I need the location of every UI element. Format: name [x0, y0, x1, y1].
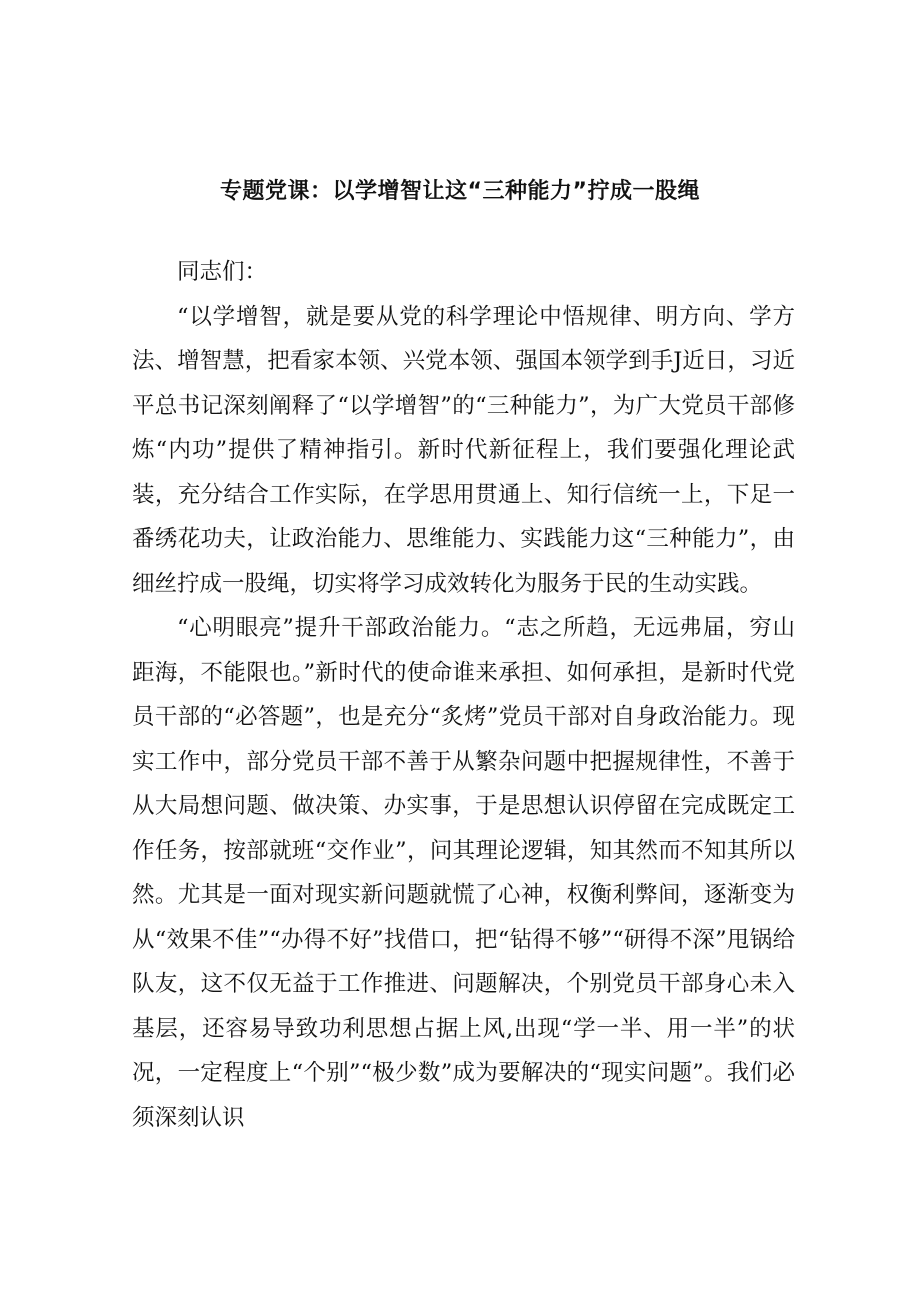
paragraph-political-ability: “心明眼亮”提升干部政治能力。“志之所趋，无远弗届，穷山距海，不能限也。”新时代的使命谁来承担、如何承担，是新时代党员干部的“必答题”，也是充分“炙烤”党员干部对自身政治能力。现实工作中，部分党员干部不善于从繁杂问题中把握规律性，不善于从大局想问题、做决策、办实事，于是思想认识停留在完成既定工作任务，按部就班“交作业”，问其理论逻辑，知其然而不知其所以然。尤其是一面对现实新问题就慌了心神，权衡利弊间，逐渐变为从“效果不佳”“办得不好”找借口，把“钻得不够”“研得不深”甩锅给队友，这不仅无益于工作推进、问题解决，个别党员干部身心未入基层，还容易导致功利思想占据上风,出现“学一半、用一半”的状况，一定程度上“个别”“极少数”成为要解决的“现实问题”。我们必须深刻认识 [132, 615, 795, 1131]
document-title: 专题党课：以学增智让这“三种能力”拧成一股绳 [220, 179, 700, 204]
paragraph-intro: “以学增智，就是要从党的科学理论中悟规律、明方向、学方法、增智慧，把看家本领、兴党本领、强国本领学到手J近日，习近平总书记深刻阐释了“以学增智”的“三种能力”，为广大党员干部修炼“内功”提供了精神指引。新时代新征程上，我们要强化理论武装，充分结合工作实际，在学思用贯通上、知行信统一上，下足一番绣花功夫，让政治能力、思维能力、实践能力这“三种能力”，由细丝拧成一股绳，切实将学习成效转化为服务于民的生动实践。 [132, 303, 795, 597]
document-body [132, 250, 795, 1140]
salutation: 同志们： [177, 259, 268, 285]
